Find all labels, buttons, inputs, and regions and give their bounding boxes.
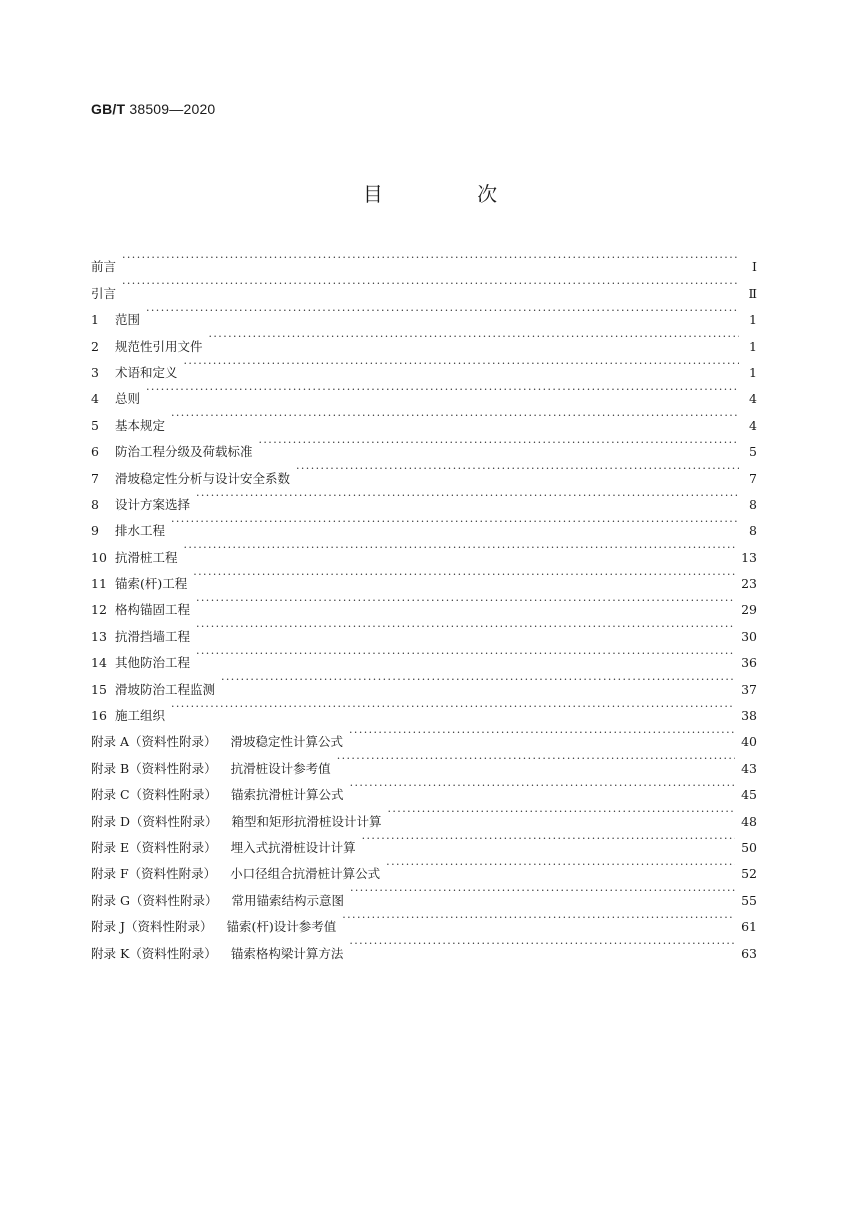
toc-entry-number: 附录 J（资料性附录）	[91, 919, 213, 935]
toc-entry-number: 16	[91, 708, 107, 724]
toc-entry-label	[91, 281, 116, 307]
dot-leader	[209, 324, 739, 350]
toc-entry-title: 箱型和矩形抗滑桩设计计算	[231, 813, 382, 829]
toc-entry-label	[91, 835, 356, 861]
dot-leader	[196, 614, 735, 640]
toc-entry-page: 23	[741, 576, 757, 592]
toc-entry-page: 61	[741, 919, 757, 935]
dot-leader	[196, 641, 735, 667]
toc-entry-page: Ⅱ	[748, 285, 757, 301]
toc-entry-label	[91, 439, 253, 465]
toc-entry-number: 7	[91, 470, 99, 486]
dot-leader	[362, 826, 735, 852]
dot-leader	[122, 245, 739, 271]
toc-entry[interactable]	[91, 535, 757, 565]
dot-leader	[342, 905, 735, 931]
toc-entry[interactable]	[91, 588, 757, 618]
toc-entry-label	[91, 545, 178, 571]
toc-entry-page: 1	[749, 312, 757, 328]
dot-leader	[146, 377, 739, 403]
toc-entry-page: 7	[749, 470, 757, 486]
toc-entry-title: 防治工程分级及荷载标准	[115, 444, 253, 460]
toc-entry-page: 8	[749, 496, 757, 512]
toc-entry-number: 13	[91, 628, 107, 644]
toc-entry-title: 总则	[115, 391, 141, 407]
toc-entry-page: Ⅰ	[752, 259, 757, 275]
toc-entry-page: 45	[741, 787, 757, 803]
toc-entry-label	[91, 571, 187, 597]
toc-entry-page: 63	[741, 945, 757, 961]
toc-entry-label	[91, 254, 116, 280]
dot-leader	[146, 298, 739, 324]
toc-entry-label	[91, 861, 380, 887]
toc-entry-page: 50	[741, 839, 757, 855]
toc-entry-title: 范围	[115, 312, 141, 328]
toc-entry-title: 抗滑挡墙工程	[115, 628, 191, 644]
toc-entry-label	[91, 782, 344, 808]
toc-entry-title: 滑坡稳定性分析与设计安全系数	[115, 470, 291, 486]
toc-entry-number: 11	[91, 576, 107, 592]
toc-entry-title: 锚索(杆)设计参考值	[226, 919, 337, 935]
dot-leader	[184, 351, 739, 377]
dot-leader	[171, 509, 739, 535]
dot-leader	[122, 271, 739, 297]
toc-entry-title: 术语和定义	[115, 364, 178, 380]
toc-entry-title: 排水工程	[115, 523, 166, 539]
toc-entry-label	[91, 941, 343, 967]
dot-leader	[388, 799, 736, 825]
toc-entry-page: 5	[749, 444, 757, 460]
toc-entry-title: 抗滑桩工程	[115, 549, 178, 565]
toc-entry-label	[91, 756, 331, 782]
toc-entry-number: 5	[91, 417, 99, 433]
toc-entry-label	[91, 518, 165, 544]
toc-entry-number: 3	[91, 364, 99, 380]
dot-leader	[193, 562, 735, 588]
toc-entry-page: 48	[741, 813, 757, 829]
toc-entry[interactable]	[91, 271, 757, 301]
toc-entry-title: 规范性引用文件	[115, 338, 203, 354]
standard-prefix: GB/T	[91, 101, 126, 117]
toc-entry-page: 52	[741, 866, 757, 882]
toc-entry-page: 38	[741, 708, 757, 724]
toc-entry-number: 附录 A（资料性附录）	[91, 734, 217, 750]
toc-entry-page: 1	[749, 364, 757, 380]
dot-leader	[196, 588, 735, 614]
toc-entry-number: 9	[91, 523, 99, 539]
toc-entry-page: 4	[749, 417, 757, 433]
toc-entry-number: 4	[91, 391, 99, 407]
toc-entry-number: 6	[91, 444, 99, 460]
toc-entry-title: 其他防治工程	[115, 655, 191, 671]
toc-entry-page: 43	[741, 760, 757, 776]
toc-entry-label	[91, 888, 344, 914]
toc-entry-page: 40	[741, 734, 757, 750]
toc-entry[interactable]	[91, 351, 757, 380]
toc-entry-number: 附录 E（资料性附录）	[91, 839, 217, 855]
toc-entry-title: 前言	[91, 259, 117, 275]
dot-leader	[296, 456, 739, 482]
toc-entry-page: 30	[741, 628, 757, 644]
toc-entry-title: 格构锚固工程	[115, 602, 191, 618]
toc-entry-label	[91, 597, 190, 623]
toc-entry-label	[91, 809, 382, 835]
toc-entry-label	[91, 729, 343, 755]
toc-entry-title: 锚索(杆)工程	[115, 576, 188, 592]
dot-leader	[196, 483, 739, 509]
toc-entry-number: 12	[91, 602, 107, 618]
toc-entry-number: 附录 G（资料性附录）	[91, 892, 218, 908]
toc-entry-page: 4	[749, 391, 757, 407]
toc-entry-label	[91, 703, 165, 729]
toc-entry-number: 14	[91, 655, 107, 671]
toc-entry-number: 2	[91, 338, 99, 354]
toc-entry-number: 附录 F（资料性附录）	[91, 866, 217, 882]
toc-entry[interactable]	[91, 324, 757, 354]
dot-leader	[350, 773, 736, 799]
toc-entry-page: 29	[741, 602, 757, 618]
toc-entry[interactable]	[91, 562, 757, 592]
dot-leader	[221, 667, 735, 693]
page-title: 目 次	[362, 182, 542, 206]
toc-entry-label	[91, 650, 190, 676]
toc-entry[interactable]	[91, 614, 757, 644]
toc-entry-label	[91, 914, 336, 940]
toc-entry-label	[91, 307, 140, 333]
toc-entry-number: 15	[91, 681, 107, 697]
toc-entry-number: 附录 B（资料性附录）	[91, 760, 217, 776]
toc-entry-title: 滑坡防治工程监测	[115, 681, 216, 697]
toc-entry-page: 8	[749, 523, 757, 539]
dot-leader	[350, 878, 735, 904]
toc-entry-page: 13	[741, 549, 757, 565]
toc-entry-page: 36	[741, 655, 757, 671]
toc-entry-page: 37	[741, 681, 757, 697]
table-of-contents	[91, 245, 757, 961]
toc-entry-title: 施工组织	[115, 708, 166, 724]
toc-entry-number: 8	[91, 496, 99, 512]
toc-entry-label	[91, 624, 190, 650]
toc-entry[interactable]	[91, 509, 757, 539]
toc-entry-title: 抗滑桩设计参考值	[230, 760, 331, 776]
toc-entry[interactable]	[91, 667, 757, 697]
toc-entry[interactable]	[91, 430, 757, 460]
dot-leader	[349, 720, 735, 746]
toc-entry-title: 滑坡稳定性计算公式	[230, 734, 344, 750]
toc-entry-title: 小口径组合抗滑桩计算公式	[230, 866, 381, 882]
dot-leader	[171, 403, 739, 429]
toc-entry[interactable]	[91, 377, 757, 407]
toc-entry-title: 基本规定	[115, 417, 166, 433]
toc-entry-title: 设计方案选择	[115, 496, 191, 512]
toc-entry-number: 10	[91, 549, 107, 565]
toc-entry-title: 埋入式抗滑桩设计计算	[230, 839, 356, 855]
toc-entry[interactable]	[91, 641, 757, 671]
toc-entry-title: 锚索抗滑桩计算公式	[231, 787, 344, 803]
toc-entry[interactable]	[91, 298, 757, 328]
dot-leader	[337, 746, 735, 772]
toc-entry[interactable]	[91, 720, 757, 750]
toc-entry[interactable]	[91, 694, 757, 724]
toc-entry[interactable]	[91, 245, 757, 275]
toc-entry-title: 常用锚索结构示意图	[231, 892, 344, 908]
toc-entry-number: 1	[91, 312, 99, 328]
toc-entry[interactable]	[91, 403, 757, 433]
standard-code	[91, 101, 215, 117]
toc-entry-label	[91, 386, 140, 412]
toc-entry-page: 1	[749, 338, 757, 354]
dot-leader	[349, 931, 735, 957]
standard-number: 38509—2020	[129, 101, 216, 117]
toc-entry-title: 锚索格构梁计算方法	[230, 945, 344, 961]
toc-entry-number: 附录 C（资料性附录）	[91, 787, 218, 803]
dot-leader	[171, 694, 735, 720]
dot-leader	[184, 535, 736, 561]
toc-entry-page: 55	[741, 892, 757, 908]
toc-entry-number: 附录 D（资料性附录）	[91, 813, 218, 829]
toc-entry-title: 引言	[91, 285, 117, 301]
dot-leader	[259, 430, 739, 456]
toc-entry-label	[91, 413, 165, 439]
toc-entry-number: 附录 K（资料性附录）	[91, 945, 217, 961]
dot-leader	[386, 852, 735, 878]
